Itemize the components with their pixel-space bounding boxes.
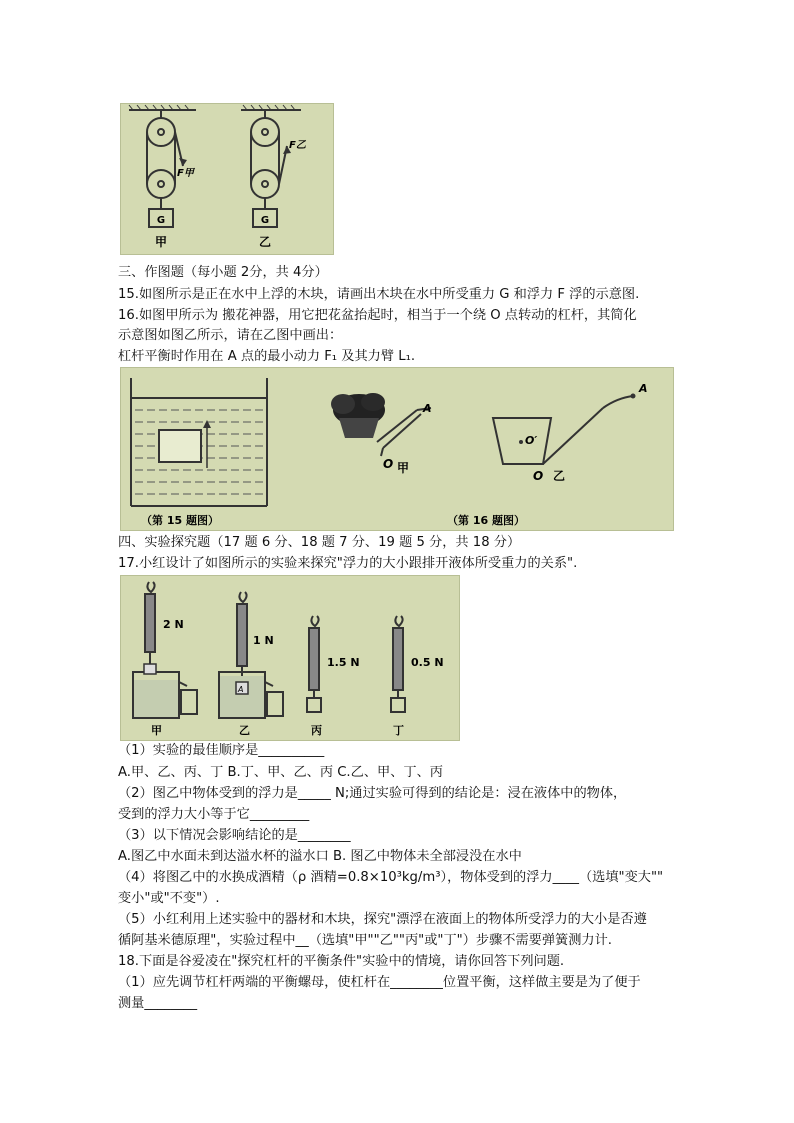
question-15: 15.如图所示是正在水中上浮的木块，请画出木块在水中所受重力 G 和浮力 F 浮的示意图. [118,287,640,302]
question-17-2-line2: 受到的浮力大小等于它_________ [118,807,310,822]
question-17-4-line2: 变小"或"不变"）. [118,891,220,906]
label-ding: 丁 [393,724,404,737]
reading-yi: 1 N [253,634,274,647]
question-17-5-line2: 循阿基米德原理"，实验过程中__（选填"甲""乙""丙"或"丁"）步骤不需要弹簧测力计. [118,933,612,948]
question-18-intro: 18.下面是谷爱凌在"探究杠杆的平衡条件"实验中的情境，请你回答下列问题. [118,954,565,969]
weight-label-yi: G [260,215,270,226]
section4-heading: 四、实验探究题（17 题 6 分、18 题 7 分、19 题 5 分，共 18 分） [118,535,521,550]
question-17-3: （3）以下情况会影响结论的是________ [118,828,351,843]
block-label: A [238,685,244,694]
caption-jia: 甲 [154,235,168,249]
question-18-1-line1: （1）应先调节杠杆两端的平衡螺母，使杠杆在________位置平衡，这样做主要是为了便于 [118,975,641,990]
question-16-line1: 16.如图甲所示为 搬花神器，用它把花盆抬起时，相当于一个绕 O 点转动的杠杆，其简化 [118,308,637,323]
figure-17 [120,575,460,741]
question-18-1-line2: 测量________ [118,996,198,1011]
question-17-1-options: A.甲、乙、丙、丁 B.丁、甲、乙、丙 C.乙、甲、丁、丙 [118,765,443,780]
label-yi: 乙 [239,724,250,737]
weight-label-jia: G [156,215,166,226]
force-label-yi: F乙 [289,140,306,151]
question-17-3-options: A.图乙中水面未到达溢水杯的溢水口 B. 图乙中物体未全部浸没在水中 [118,849,522,864]
caption-yi: 乙 [258,235,272,249]
section3-heading: 三、作图题（每小题 2分，共 4分） [118,265,328,280]
reading-ding: 0.5 N [411,656,444,669]
reading-bing: 1.5 N [327,656,360,669]
question-17-2-line1: （2）图乙中物体受到的浮力是_____ N;通过实验可得到的结论是：浸在液体中的物体， [118,786,627,801]
figure-15-16 [120,367,674,531]
caption-fig16-jia: 甲 [397,461,410,475]
question-17-4-line1: （4）将图乙中的水换成酒精（ρ 酒精=0.8×10³kg/m³），物体受到的浮力____（选填"变大"" [118,870,664,885]
question-17-1: （1）实验的最佳顺序是__________ [118,743,325,758]
question-16-line2: 示意图如图乙所示，请在乙图中画出： [118,328,343,343]
point-O-prime: O′ [525,434,538,447]
force-label-jia: F甲 [177,168,194,179]
label-jia: 甲 [151,724,162,737]
point-A-yi: A [639,382,648,395]
question-16-line3: 杠杆平衡时作用在 A 点的最小动力 F₁ 及其力臂 L₁. [118,349,416,364]
figure-15-16-diagram [121,368,673,530]
flower-pot-icon [331,393,385,438]
question-17-intro: 17.小红设计了如图所示的实验来探究"浮力的大小跟排开液体所受重力的关系". [118,556,578,571]
caption-fig16-yi: 乙 [553,469,566,483]
label-bing: 丙 [311,724,322,737]
caption-16: （第 16 题图） [447,514,525,527]
point-O-yi: O [533,469,544,483]
pulley-diagram [121,104,333,254]
point-O-jia: O [383,457,394,471]
caption-15: （第 15 题图） [141,514,219,527]
figure-17-diagram [121,576,459,740]
question-17-5-line1: （5）小红利用上述实验中的器材和木块，探究"漂浮在液面上的物体所受浮力的大小是否遵 [118,912,647,927]
reading-jia: 2 N [163,618,184,631]
wood-block [159,430,201,462]
point-A-jia: A [423,402,432,415]
pulley-figure [120,103,334,255]
